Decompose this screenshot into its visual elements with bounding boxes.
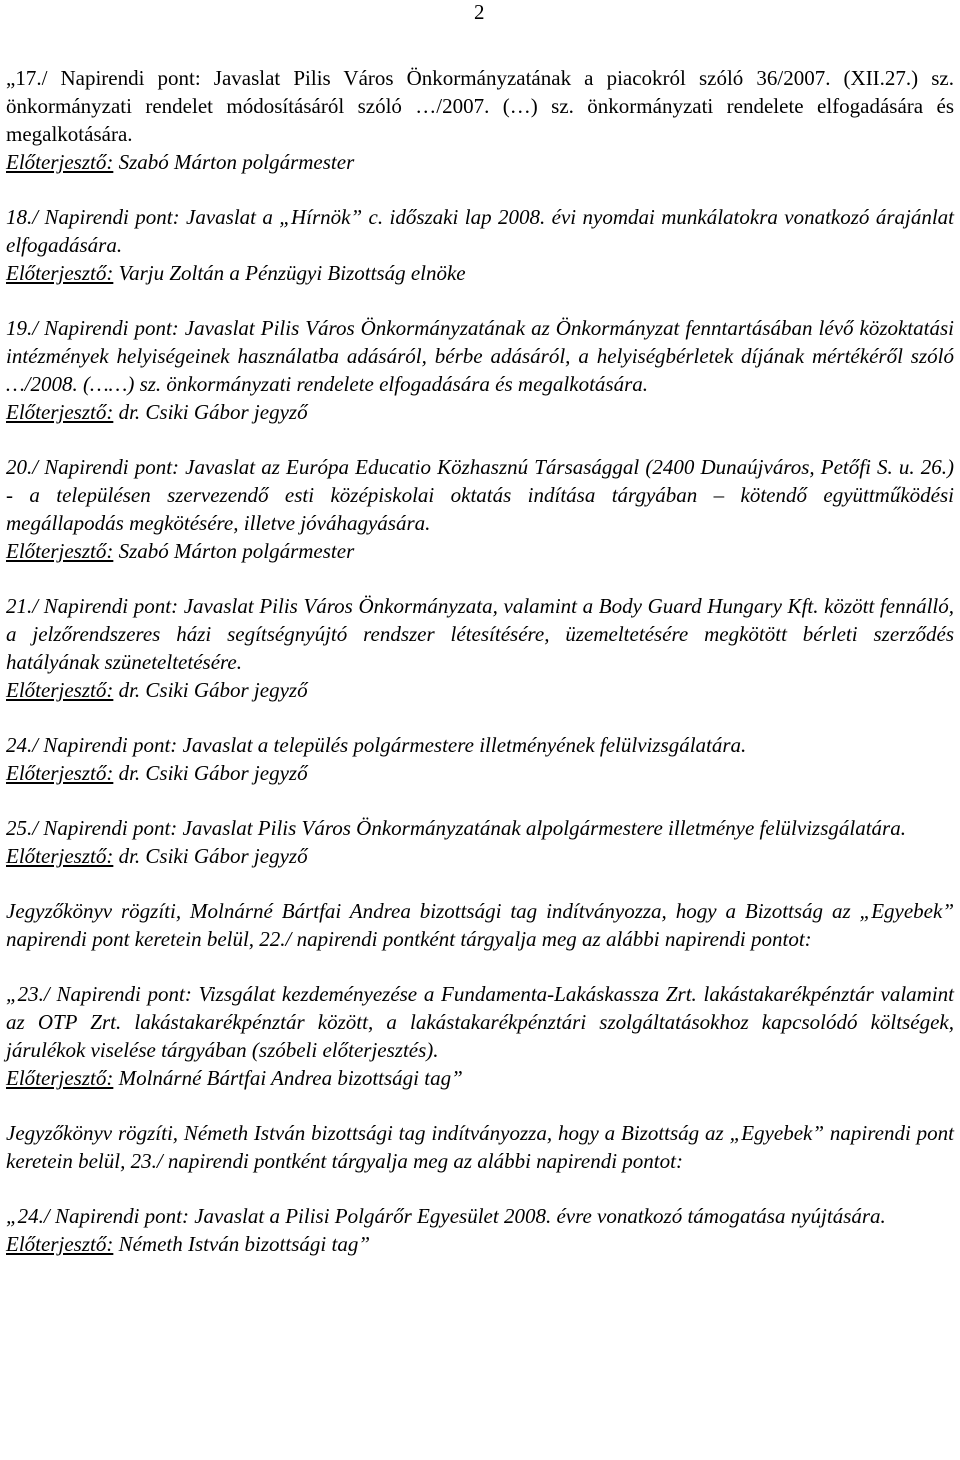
- presenter-label: Előterjesztő:: [6, 844, 114, 868]
- presenter-line: [6, 759, 954, 787]
- presenter-label: Előterjesztő:: [6, 539, 114, 563]
- presenter-label: Előterjesztő:: [6, 261, 114, 285]
- presenter-name: Németh István bizottsági tag”: [118, 1232, 370, 1256]
- agenda-item-text: 24./ Napirendi pont: Javaslat a település polgármestere illetményének felülvizsgálatára.: [6, 733, 747, 757]
- agenda-item: [6, 980, 954, 1092]
- agenda-item: [6, 897, 954, 953]
- page-number: 2: [474, 0, 485, 24]
- agenda-item-text: „17./ Napirendi pont: Javaslat Pilis Város Önkormányzatának a piacokról szóló 36/2007. (XII.27.) sz. önkormányzati rendelet módosításáról szóló …/2007. (…) sz. önkormányzati rendelete elfogadására és megalkotására.: [6, 66, 954, 146]
- agenda-item: [6, 314, 954, 426]
- document-body: [6, 64, 954, 1258]
- presenter-line: [6, 676, 954, 704]
- agenda-item-text: 19./ Napirendi pont: Javaslat Pilis Város Önkormányzatának az Önkormányzat fenntartásában lévő közoktatási intézmények helyiségeinek használatba adásáról, bérbe adásáról, a helyiségbérletek díjának mértékéről szóló …/2008. (……) sz. önkormányzati rendelete elfogadására és megalkotására.: [6, 316, 954, 396]
- agenda-item: [6, 64, 954, 176]
- presenter-name: dr. Csiki Gábor jegyző: [118, 678, 308, 702]
- presenter-name: Molnárné Bártfai Andrea bizottsági tag”: [118, 1066, 463, 1090]
- presenter-line: [6, 842, 954, 870]
- agenda-item-text: 25./ Napirendi pont: Javaslat Pilis Város Önkormányzatának alpolgármestere illetménye felülvizsgálatára.: [6, 816, 906, 840]
- agenda-item: [6, 592, 954, 704]
- agenda-item-text: „23./ Napirendi pont: Vizsgálat kezdeményezése a Fundamenta-Lakáskassza Zrt. lakástakarékpénztár valamint az OTP Zrt. lakástakarékpénztár között, a lakástakarékpénztári szolgáltatásokhoz kapcsolódó költségek, járulékok viselése tárgyában (szóbeli előterjesztés).: [6, 982, 954, 1062]
- presenter-name: dr. Csiki Gábor jegyző: [118, 400, 308, 424]
- agenda-item-text: Jegyzőkönyv rögzíti, Németh István bizottsági tag indítványozza, hogy a Bizottság az „Egyebek” napirendi pont keretein belül, 23./ napirendi pontként tárgyalja meg az alábbi napirendi pontot:: [6, 1121, 954, 1173]
- agenda-item: [6, 203, 954, 287]
- presenter-line: [6, 1230, 954, 1258]
- presenter-line: [6, 1064, 954, 1092]
- presenter-label: Előterjesztő:: [6, 1066, 114, 1090]
- presenter-line: [6, 398, 954, 426]
- presenter-label: Előterjesztő:: [6, 400, 114, 424]
- presenter-label: Előterjesztő:: [6, 761, 114, 785]
- presenter-label: Előterjesztő:: [6, 150, 114, 174]
- agenda-item-text: „24./ Napirendi pont: Javaslat a Pilisi Polgárőr Egyesület 2008. évre vonatkozó támogatása nyújtására.: [6, 1204, 886, 1228]
- agenda-item: [6, 1202, 954, 1258]
- presenter-name: dr. Csiki Gábor jegyző: [118, 761, 308, 785]
- agenda-item: [6, 814, 954, 870]
- presenter-line: [6, 259, 954, 287]
- agenda-item: [6, 453, 954, 565]
- agenda-item: [6, 1119, 954, 1175]
- agenda-item-text: Jegyzőkönyv rögzíti, Molnárné Bártfai Andrea bizottsági tag indítványozza, hogy a Bizottság az „Egyebek” napirendi pont keretein belül, 22./ napirendi pontként tárgyalja meg az alábbi napirendi pontot:: [6, 899, 954, 951]
- agenda-item-text: 21./ Napirendi pont: Javaslat Pilis Város Önkormányzata, valamint a Body Guard Hungary Kft. között fennálló, a jelzőrendszeres házi segítségnyújtó rendszer létesítésére, üzemeltetésére megkötött bérleti szerződés hatályának szüneteltetésére.: [6, 594, 954, 674]
- presenter-name: Szabó Márton polgármester: [118, 150, 355, 174]
- agenda-item: [6, 731, 954, 787]
- presenter-line: [6, 148, 954, 176]
- presenter-name: Varju Zoltán a Pénzügyi Bizottság elnöke: [118, 261, 466, 285]
- presenter-line: [6, 537, 954, 565]
- presenter-label: Előterjesztő:: [6, 678, 114, 702]
- presenter-name: Szabó Márton polgármester: [118, 539, 355, 563]
- presenter-name: dr. Csiki Gábor jegyző: [118, 844, 308, 868]
- agenda-item-text: 20./ Napirendi pont: Javaslat az Európa Educatio Közhasznú Társasággal (2400 Dunaújváros, Petőfi S. u. 26.) - a településen szervezendő esti középiskolai oktatás indítása tárgyában – kötendő együttműködési megállapodás megkötésére, illetve jóváhagyására.: [6, 455, 954, 535]
- presenter-label: Előterjesztő:: [6, 1232, 114, 1256]
- agenda-item-text: 18./ Napirendi pont: Javaslat a „Hírnök” c. időszaki lap 2008. évi nyomdai munkálatokra vonatkozó árajánlat elfogadására.: [6, 205, 954, 257]
